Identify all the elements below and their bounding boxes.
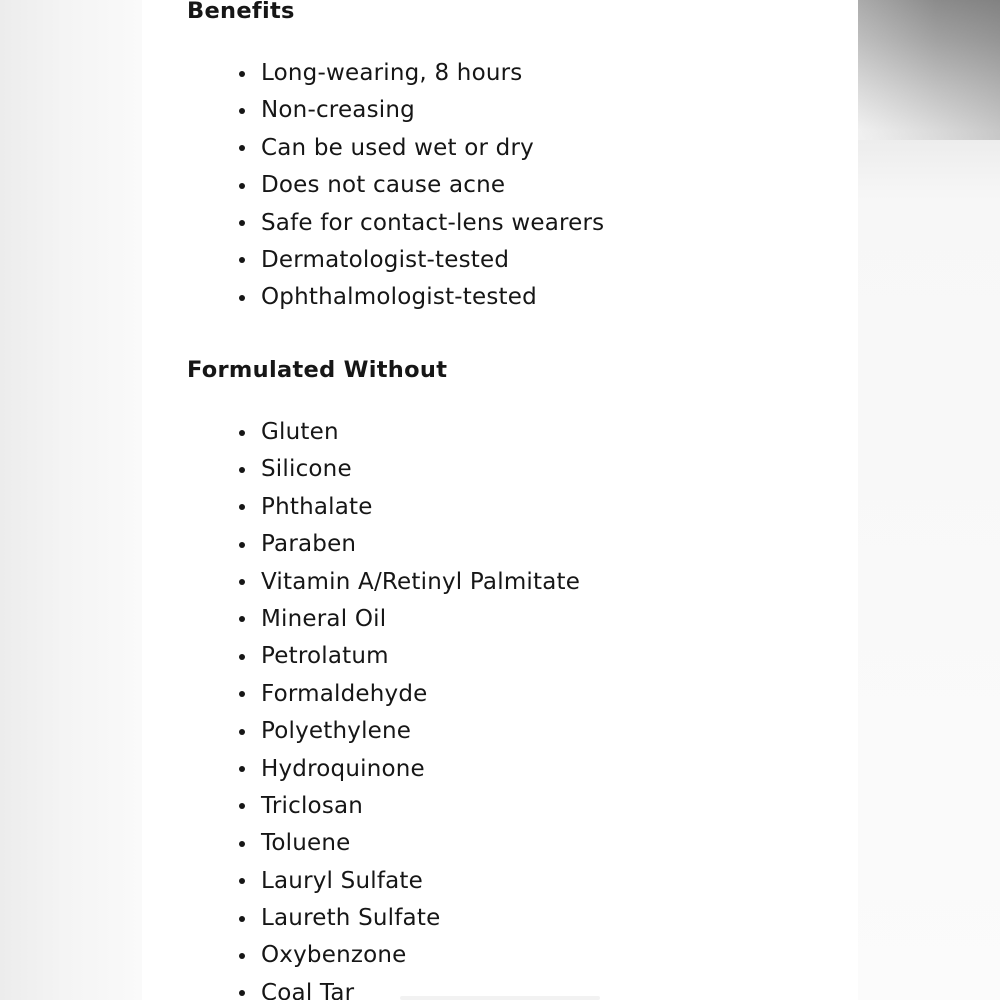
bullet-icon <box>239 295 245 301</box>
left-background <box>0 0 142 1000</box>
list-item-text: Oxybenzone <box>261 942 407 969</box>
benefits-list <box>239 55 604 317</box>
bullet-icon <box>239 220 245 226</box>
list-item-text: Polyethylene <box>261 718 412 745</box>
bullet-icon <box>239 616 245 622</box>
list-item-text: Mineral Oil <box>261 605 387 632</box>
list-item <box>239 92 604 129</box>
bullet-icon <box>239 654 245 660</box>
formulated-without-heading: Formulated Without <box>187 357 448 383</box>
list-item <box>239 130 604 167</box>
list-item-text: Triclosan <box>261 792 364 819</box>
bullet-icon <box>239 729 245 735</box>
list-item <box>239 414 580 451</box>
list-item-text: Vitamin A/Retinyl Palmitate <box>261 568 581 595</box>
list-item-text: Can be used wet or dry <box>261 134 534 161</box>
scroll-indicator <box>400 996 600 1000</box>
list-item-text: Hydroquinone <box>261 755 425 782</box>
bullet-icon <box>239 145 245 151</box>
bullet-icon <box>239 803 245 809</box>
list-item <box>239 713 580 750</box>
list-item-text: Toluene <box>261 830 351 857</box>
bullet-icon <box>239 916 245 922</box>
list-item <box>239 900 580 937</box>
bullet-icon <box>239 953 245 959</box>
list-item <box>239 205 604 242</box>
list-item <box>239 601 580 638</box>
bullet-icon <box>239 504 245 510</box>
bullet-icon <box>239 467 245 473</box>
bullet-icon <box>239 691 245 697</box>
list-item-text: Does not cause acne <box>261 172 506 199</box>
bullet-icon <box>239 878 245 884</box>
list-item-text: Formaldehyde <box>261 680 428 707</box>
list-item <box>239 489 580 526</box>
list-item-text: Gluten <box>261 419 339 445</box>
bullet-icon <box>239 841 245 847</box>
list-item <box>239 788 580 825</box>
bullet-icon <box>239 430 245 436</box>
list-item <box>239 751 580 788</box>
bullet-icon <box>239 71 245 77</box>
bullet-icon <box>239 579 245 585</box>
list-item <box>239 676 580 713</box>
list-item <box>239 279 604 316</box>
list-item-text: Safe for contact-lens wearers <box>261 209 605 236</box>
list-item <box>239 242 604 279</box>
list-item <box>239 526 580 563</box>
bullet-icon <box>239 108 245 114</box>
list-item-text: Coal Tar <box>261 979 355 1000</box>
right-background-shade <box>858 0 1000 140</box>
list-item <box>239 937 580 974</box>
list-item <box>239 825 580 862</box>
right-background <box>858 0 1000 1000</box>
list-item-text: Dermatologist-tested <box>261 246 510 273</box>
list-item <box>239 451 580 488</box>
list-item-text: Petrolatum <box>261 643 389 670</box>
list-item <box>239 638 580 675</box>
list-item <box>239 55 604 92</box>
list-item-text: Phthalate <box>261 493 373 520</box>
bullet-icon <box>239 542 245 548</box>
bullet-icon <box>239 183 245 189</box>
bullet-icon <box>239 257 245 263</box>
list-item <box>239 564 580 601</box>
bullet-icon <box>239 990 245 996</box>
formulated-without-list <box>239 414 580 1000</box>
list-item-text: Non-creasing <box>261 97 415 124</box>
benefits-heading: Benefits <box>187 0 295 24</box>
product-details-panel[interactable] <box>142 0 858 1000</box>
list-item-text: Silicone <box>261 456 352 483</box>
list-item-text: Laureth Sulfate <box>261 905 441 932</box>
list-item-text: Long-wearing, 8 hours <box>261 60 523 86</box>
list-item-text: Ophthalmologist-tested <box>261 284 537 311</box>
list-item <box>239 167 604 204</box>
list-item-text: Paraben <box>261 531 357 558</box>
list-item-text: Lauryl Sulfate <box>261 867 423 894</box>
list-item <box>239 863 580 900</box>
bullet-icon <box>239 766 245 772</box>
